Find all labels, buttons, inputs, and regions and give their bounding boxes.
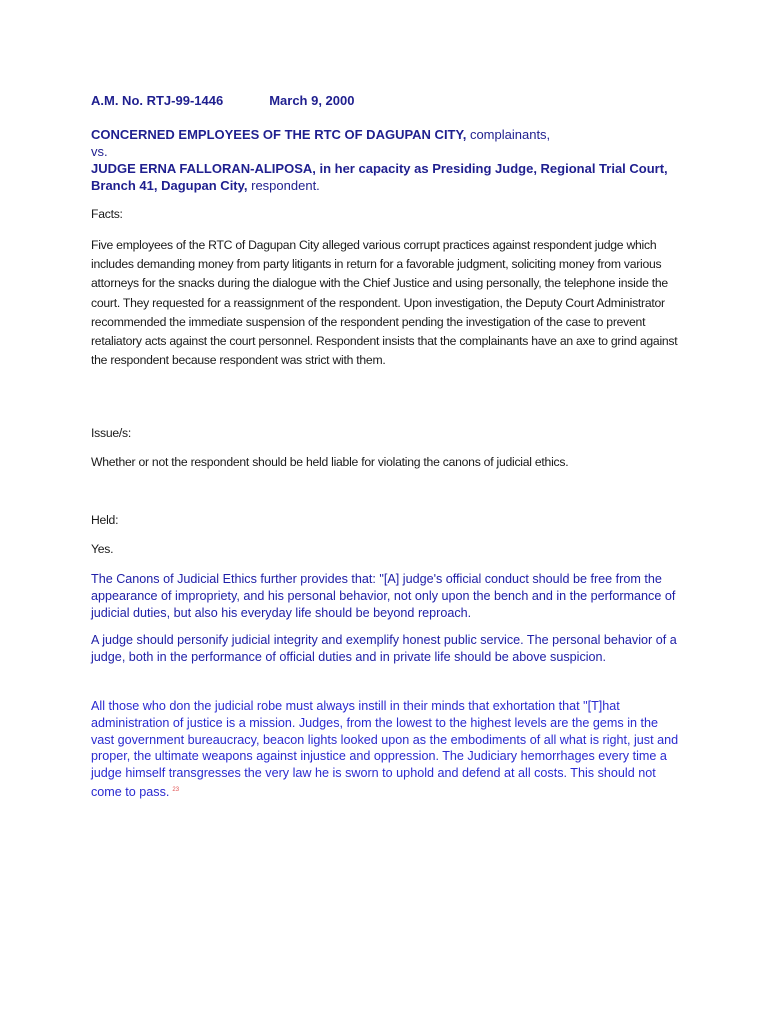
issue-body: Whether or not the respondent should be held liable for violating the canons of judicial ethics. [91,455,569,469]
complainants-role: complainants, [466,127,551,142]
complainants-name: CONCERNED EMPLOYEES OF THE RTC OF DAGUPAN CITY, [91,127,467,142]
facts-heading: Facts: [91,207,123,221]
case-header [91,93,354,108]
held-paragraph-3-text: All those who don the judicial robe must always instill in their minds that exhortation that "[T]hat administration of justice is a mission. Judges, from the lowest to the highest levels are the gems in the vast government bureaucracy, beacon lights looked upon as the embodiments of all what is right, just and proper, the ultimate weapons against injustice and oppression. The Judiciary hemorrhages every time a judge himself transgresses the very law he is sworn to uphold and defend at all costs. This should not come to pass. [91,699,679,800]
footnote-marker[interactable]: 23 [172,786,180,793]
held-heading: Held: [91,513,119,527]
issue-heading: Issue/s: [91,426,131,440]
held-paragraph-1: The Canons of Judicial Ethics further provides that: "[A] judge's official conduct should be free from the appearance of impropriety, and his personal behavior, not only upon the bench and in the performance of judicial duties, but also his everyday life should be beyond reproach. [91,572,676,620]
case-number: A.M. No. RTJ-99-1446 [91,93,224,108]
case-parties [91,126,691,194]
held-paragraph-3 [91,698,681,801]
held-paragraph-2: A judge should personify judicial integrity and exemplify honest public service. The personal behavior of a judge, both in the performance of official duties and in private life should be above suspicion. [91,633,677,664]
held-answer: Yes. [91,542,114,556]
respondent-line [91,160,691,194]
versus-line: vs. [91,144,108,159]
respondent-name: JUDGE ERNA FALLORAN-ALIPOSA, in her capacity as Presiding Judge, Regional Trial Court, Branch 41, Dagupan City, [91,161,668,193]
respondent-role: respondent. [247,178,320,193]
complainants-line [91,126,691,143]
case-date: March 9, 2000 [269,93,355,108]
facts-body: Five employees of the RTC of Dagupan City alleged various corrupt practices against respondent judge which includes demanding money from party litigants in return for a favorable judgment, soliciting money from various attorneys for the snacks during the dialogue with the Chief Justice and using personally, the telephone inside the court. They requested for a reassignment of the respondent. Upon investigation, the Deputy Court Administrator recommended the immediate suspension of the respondent pending the investigation of the case to prevent retaliatory acts against the court personnel. Respondent insists that the complainants have an axe to grind against the respondent because respondent was strict with them. [91,238,678,368]
